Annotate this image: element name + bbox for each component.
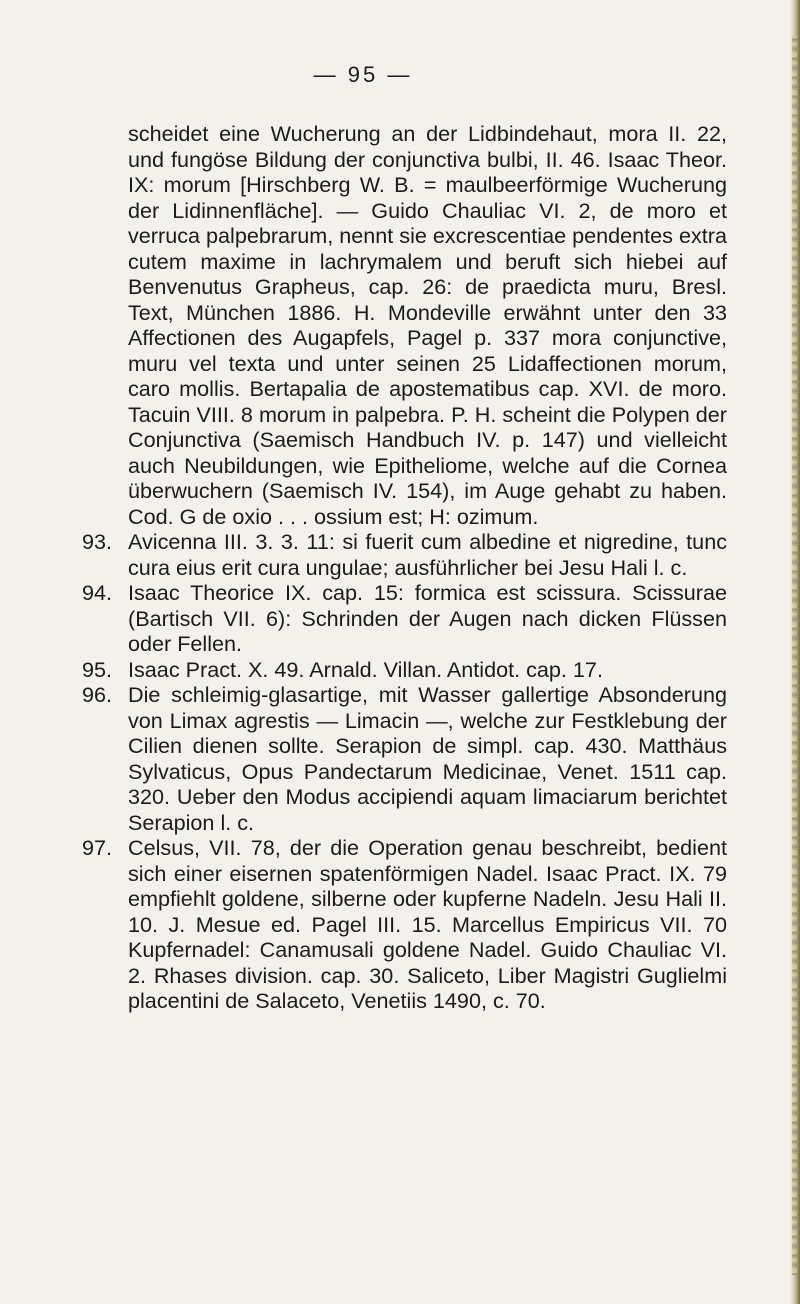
- note-95: [82, 657, 727, 683]
- note-number: 94.: [82, 580, 113, 605]
- note-text: Avicenna III. 3. 3. 11: si fuerit cum albedine et nigredine, tunc cura eius erit cura ungulae; ausführlicher bei Jesu Hali l. c.: [128, 529, 727, 580]
- note-text: Isaac Theorice IX. cap. 15: formica est scissura. Scissurae (Bartisch VII. 6): Schrinden der Augen nach dicken Flüssen oder Fellen.: [128, 580, 727, 656]
- page-body: [82, 121, 727, 1014]
- note-number: 97.: [82, 835, 113, 860]
- note-text: Die schleimig-glasartige, mit Wasser gallertige Absonderung von Limax agrestis — Limacin —, welche zur Festklebung der Cilien dienen sollte. Serapion de simpl. cap. 430. Matthäus Sylvaticus, Opus Pandectarum Medicinae, Venet. 1511 cap. 320. Ueber den Modus accipiendi aquam limaciarum berichtet Serapion l. c.: [128, 682, 727, 835]
- note-96: [82, 682, 727, 835]
- note-text: Isaac Pract. X. 49. Arnald. Villan. Antidot. cap. 17.: [128, 656, 603, 682]
- note-number: 95.: [82, 656, 113, 682]
- note-text: Celsus, VII. 78, der die Operation genau beschreibt, bedient sich einer eisernen spatenförmigen Nadel. Isaac Pract. IX. 79 empfiehlt goldene, silberne oder kupferne Nadeln. Jesu Hali II. 10. J. Mesue ed. Pagel III. 15. Marcellus Empiricus VII. 70 Kupfernadel: Canamusali goldene Nadel. Guido Chauliac VI. 2. Rhases division. cap. 30. Saliceto, Liber Magistri Guglielmi placentini de Salaceto, Venetiis 1490, c. 70.: [128, 835, 727, 1013]
- note-97: [82, 835, 727, 1014]
- note-number: 93.: [82, 529, 113, 554]
- page-edge-texture: [792, 35, 797, 1275]
- note-93: [82, 529, 727, 580]
- page-edge-shadow: [790, 0, 800, 1304]
- note-94: [82, 580, 727, 657]
- page-number: — 95 —: [313, 62, 413, 87]
- continued-note-text: scheidet eine Wucherung an der Lidbindehaut, mora II. 22, und fungöse Bildung der conjunctiva bulbi, II. 46. Isaac Theor. IX: morum [Hirschberg W. B. = maulbeerförmige Wucherung der Lidinnenfläche]. — Guido Chauliac VI. 2, de moro et verruca palpebrarum, nennt sie excrescentiae pendentes extra cutem maxime in lachrymalem und beruft sich hiebei auf Benvenutus Grapheus, cap. 26: de praedicta muru, Bresl. Text, München 1886. H. Mondeville erwähnt unter den 33 Affectionen des Augapfels, Pagel p. 337 mora conjunctive, muru vel texta und unter seinen 25 Lidaffectionen morum, caro mollis. Bertapalia de apostematibus cap. XVI. de moro. Tacuin VIII. 8 morum in palpebra. P. H. scheint die Polypen der Conjunctiva (Saemisch Handbuch IV. p. 147) und vielleicht auch Neubildungen, wie Epitheliome, welche auf die Cornea überwuchern (Saemisch IV. 154), im Auge gehabt zu haben. Cod. G de oxio . . . ossium est; H: ozimum.: [128, 121, 727, 529]
- note-number: 96.: [82, 682, 113, 707]
